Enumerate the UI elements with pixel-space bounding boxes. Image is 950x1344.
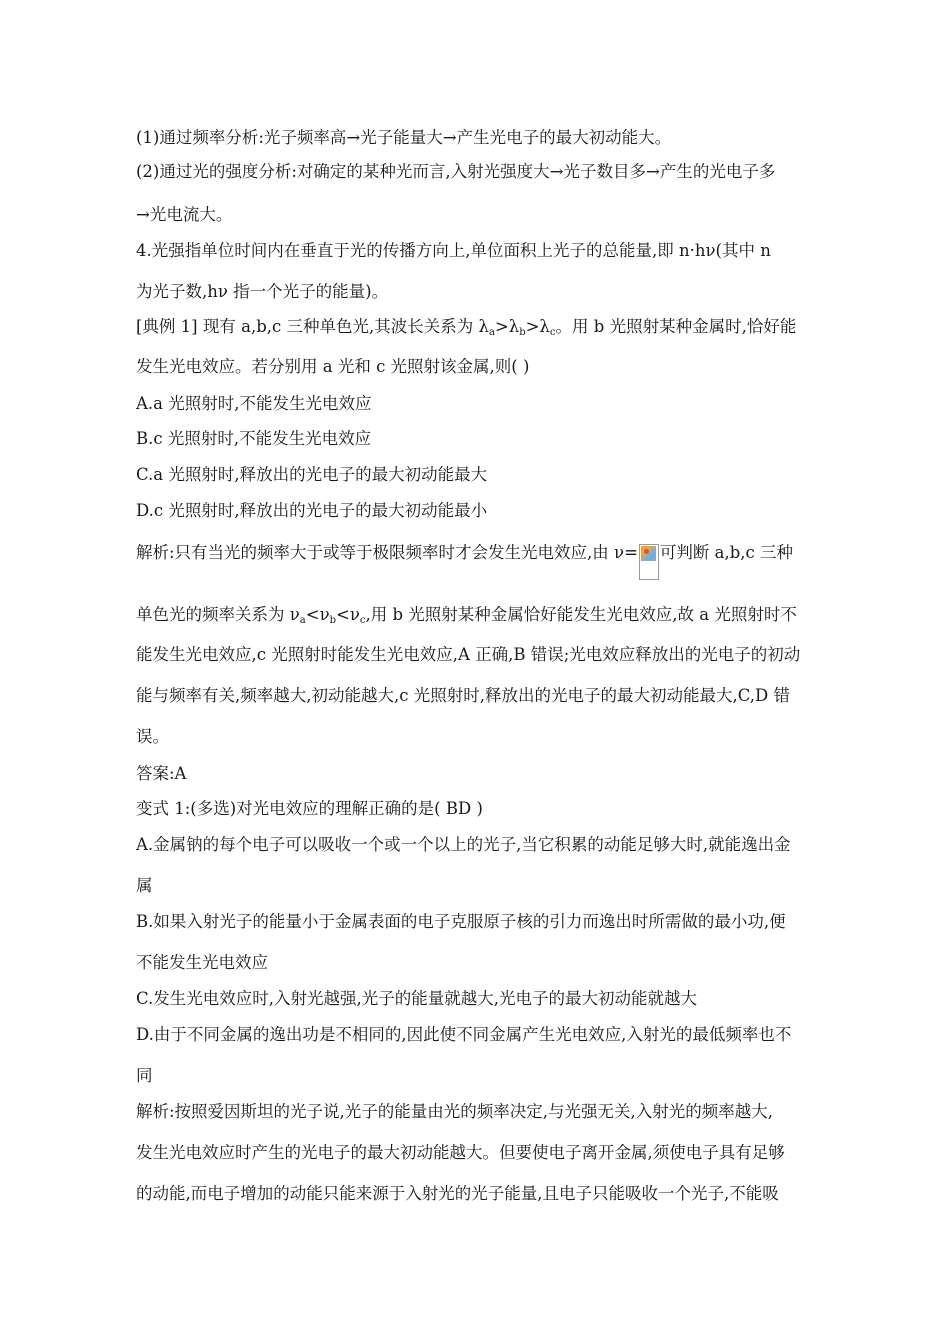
variant-option-line: B.如果入射光子的能量小于金属表面的电子克服原子核的引力而逸出时所需做的最小功,便 bbox=[136, 912, 786, 931]
comparison: >λ bbox=[494, 317, 520, 336]
variant-option-line: 同 bbox=[136, 1066, 153, 1085]
analysis-line: 能与频率有关,频率越大,初动能越大,c 光照射时,释放出的光电子的最大初动能最大,C,D 错 bbox=[136, 686, 790, 705]
analysis-text: 可判断 a,b,c 三种 bbox=[659, 543, 794, 562]
subscript: b bbox=[329, 615, 337, 626]
analysis2-line: 发生光电效应时产生的光电子的最大初动能越大。但要使电子离开金属,须使电子具有足够 bbox=[136, 1143, 785, 1162]
analysis-text: 单色光的频率关系为 ν bbox=[136, 605, 300, 624]
variant-option-line: 不能发生光电效应 bbox=[136, 953, 268, 972]
analysis-line: 能发生光电效应,c 光照射时能发生光电效应,A 正确,B 错误;光电效应释放出的光电子的初动 bbox=[136, 645, 801, 664]
analysis2-line: 的动能,而电子增加的动能只能来源于入射光的光子能量,且电子只能吸收一个光子,不能吸 bbox=[136, 1184, 779, 1203]
comparison: <ν bbox=[336, 605, 360, 624]
subscript: c bbox=[359, 615, 366, 626]
option-b: B.c 光照射时,不能发生光电效应 bbox=[136, 429, 372, 448]
text-line: (1)通过频率分析:光子频率高→光子能量大→产生光电子的最大初动能大。 bbox=[136, 128, 672, 147]
subscript: a bbox=[488, 327, 495, 338]
analysis-line bbox=[136, 604, 826, 626]
comparison: <ν bbox=[305, 605, 330, 624]
image-placeholder-icon bbox=[641, 546, 656, 561]
variant-option-line: D.由于不同金属的逸出功是不相同的,因此使不同金属产生光电效应,入射光的最低频率也不 bbox=[136, 1025, 792, 1044]
comparison: >λ bbox=[525, 317, 550, 336]
text-line: (2)通过光的强度分析:对确定的某种光而言,入射光强度大→光子数目多→产生的光电子多 bbox=[136, 162, 776, 181]
option-d: D.c 光照射时,释放出的光电子的最大初动能最小 bbox=[136, 501, 488, 520]
analysis-text: 解析:只有当光的频率大于或等于极限频率时才会发生光电效应,由 ν= bbox=[136, 543, 638, 562]
text-line: →光电流大。 bbox=[136, 205, 233, 224]
variant-title: 变式 1:(多选)对光电效应的理解正确的是( BD ) bbox=[136, 799, 483, 818]
variant-option-line: 属 bbox=[136, 876, 153, 895]
example-stem-line: 发生光电效应。若分别用 a 光和 c 光照射该金属,则( ) bbox=[136, 357, 530, 376]
text-line: 4.光强指单位时间内在垂直于光的传播方向上,单位面积上光子的总能量,即 n·hν(其中 n bbox=[136, 241, 771, 260]
variant-option-line: C.发生光电效应时,入射光越强,光子的能量就越大,光电子的最大初动能就越大 bbox=[136, 989, 698, 1008]
analysis2-line: 解析:按照爱因斯坦的光子说,光子的能量由光的频率决定,与光强无关,入射光的频率越大, bbox=[136, 1102, 774, 1121]
subscript: b bbox=[519, 327, 526, 338]
variant-option-line: A.金属钠的每个电子可以吸收一个或一个以上的光子,当它积累的动能足够大时,就能逸出金 bbox=[136, 835, 791, 854]
example-stem-text: 。用 b 光照射某种金属时,恰好能 bbox=[555, 317, 797, 336]
analysis-line: 误。 bbox=[136, 727, 169, 746]
answer: 答案:A bbox=[136, 764, 187, 783]
analysis-line bbox=[136, 542, 826, 564]
analysis-text: ,用 b 光照射某种金属恰好能发生光电效应,故 a 光照射时不 bbox=[365, 605, 797, 624]
example-stem-text: [典例 1] 现有 a,b,c 三种单色光,其波长关系为 λ bbox=[136, 317, 489, 336]
broken-image-icon bbox=[639, 544, 659, 580]
option-c: C.a 光照射时,释放出的光电子的最大初动能最大 bbox=[136, 465, 488, 484]
option-a: A.a 光照射时,不能发生光电效应 bbox=[136, 394, 372, 413]
subscript: c bbox=[549, 327, 556, 338]
subscript: a bbox=[299, 615, 306, 626]
example-stem-line bbox=[136, 316, 826, 338]
text-line: 为光子数,hν 指一个光子的能量)。 bbox=[136, 282, 389, 301]
